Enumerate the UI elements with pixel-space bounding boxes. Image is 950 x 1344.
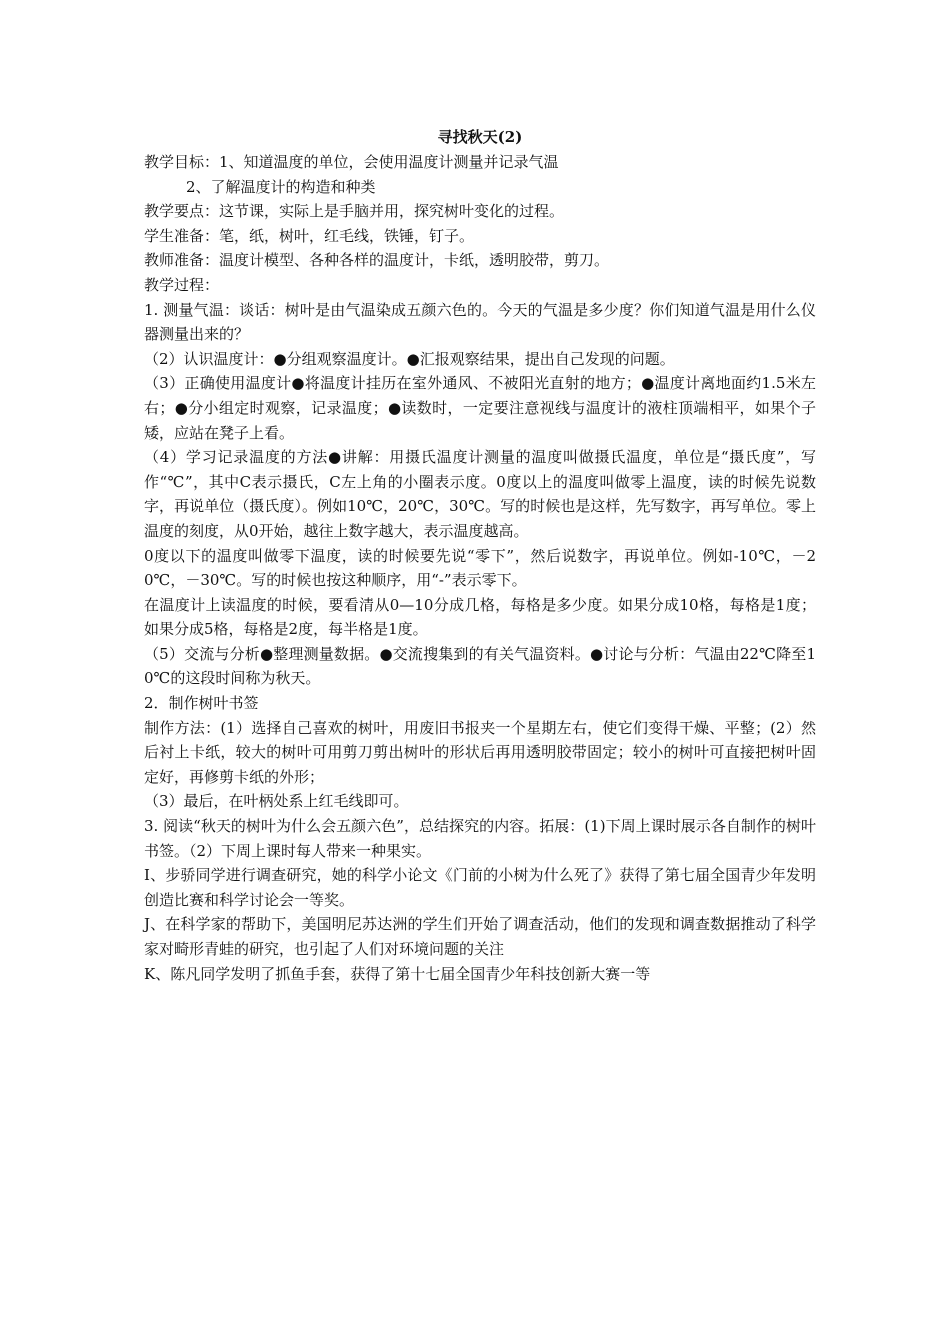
paragraph-list [144,150,816,986]
paragraph: 2、了解温度计的构造和种类 [186,177,376,196]
paragraph: J、在科学家的帮助下，美国明尼苏达洲的学生们开始了调查活动，他们的发现和调查数据推动了科学家对畸形青蛙的研究，也引起了人们对环境问题的关注 [144,915,816,958]
paragraph: K、陈凡同学发明了抓鱼手套，获得了第十七届全国青少年科技创新大赛一等 [144,964,651,983]
paragraph: 在温度计上读温度的时候，要看清从0—10分成几格，每格是多少度。如果分成10格，每格是1度；如果分成5格，每格是2度，每半格是1度。 [144,595,816,639]
paragraph: （3）最后，在叶柄处系上红毛线即可。 [144,792,409,811]
paragraph: I、步骄同学进行调查研究，她的科学小论文《门前的小树为什么死了》获得了第七届全国青少年发明创造比赛和科学讨论会一等奖。 [144,866,816,909]
document-body [144,126,816,986]
paragraph: （4）学习记录温度的方法●讲解：用摄氏温度计测量的温度叫做摄氏温度，单位是“摄氏度”，写作“℃”，其中C表示摄氏，C左上角的小圈表示度。0度以上的温度叫做零上温度，读的时候先说数字，再说单位（摄氏度）。例如10℃，20℃，30℃。写的时候也是这样，先写数字，再写单位。零上温度的刻度，从0开始，越往上数字越大，表示温度越高。 [144,448,816,540]
paragraph: 教师准备：温度计模型、各种各样的温度计，卡纸，透明胶带，剪刀。 [144,251,610,270]
paragraph: （3）正确使用温度计●将温度计挂历在室外通风、不被阳光直射的地方；●温度计离地面约1.5米左右；●分小组定时观察，记录温度；●读数时，一定要注意视线与温度计的液柱顶端相平，如果个子矮，应站在凳子上看。 [144,374,816,442]
paragraph: 1. 测量气温：谈话：树叶是由气温染成五颜六色的。今天的气温是多少度？你们知道气温是用什么仪器测量出来的？ [144,300,816,344]
paragraph: （2）认识温度计：●分组观察温度计。●汇报观察结果，提出自己发现的问题。 [144,349,675,368]
paragraph: 学生准备：笔，纸，树叶，红毛线，铁锤，钉子。 [144,226,475,245]
paragraph: 3. 阅读“秋天的树叶为什么会五颜六色”，总结探究的内容。拓展：(1)下周上课时展示各自制作的树叶书签。（2）下周上课时每人带来一种果实。 [144,817,816,860]
paragraph: 教学过程： [144,275,220,294]
paragraph: 教学要点：这节课，实际上是手脑并用，探究树叶变化的过程。 [144,202,565,221]
paragraph: 0度以下的温度叫做零下温度，读的时候要先说“零下”，然后说数字，再说单位。例如-10℃，－20℃，－30℃。写的时候也按这种顺序，用“-”表示零下。 [144,546,816,590]
document-title: 寻找秋天(2) [437,128,523,146]
paragraph: 教学目标：1、知道温度的单位，会使用温度计测量并记录气温 [144,153,559,171]
paragraph: 制作方法：(1）选择自己喜欢的树叶，用废旧书报夹一个星期左右，使它们变得干燥、平整；(2）然后衬上卡纸，较大的树叶可用剪刀剪出树叶的形状后再用透明胶带固定；较小的树叶可直接把树叶固定好，再修剪卡纸的外形； [144,718,816,786]
paragraph: 2．制作树叶书签 [144,694,259,713]
paragraph: （5）交流与分析●整理测量数据。●交流搜集到的有关气温资料。●讨论与分析：气温由22℃降至10℃的这段时间称为秋天。 [144,644,816,688]
